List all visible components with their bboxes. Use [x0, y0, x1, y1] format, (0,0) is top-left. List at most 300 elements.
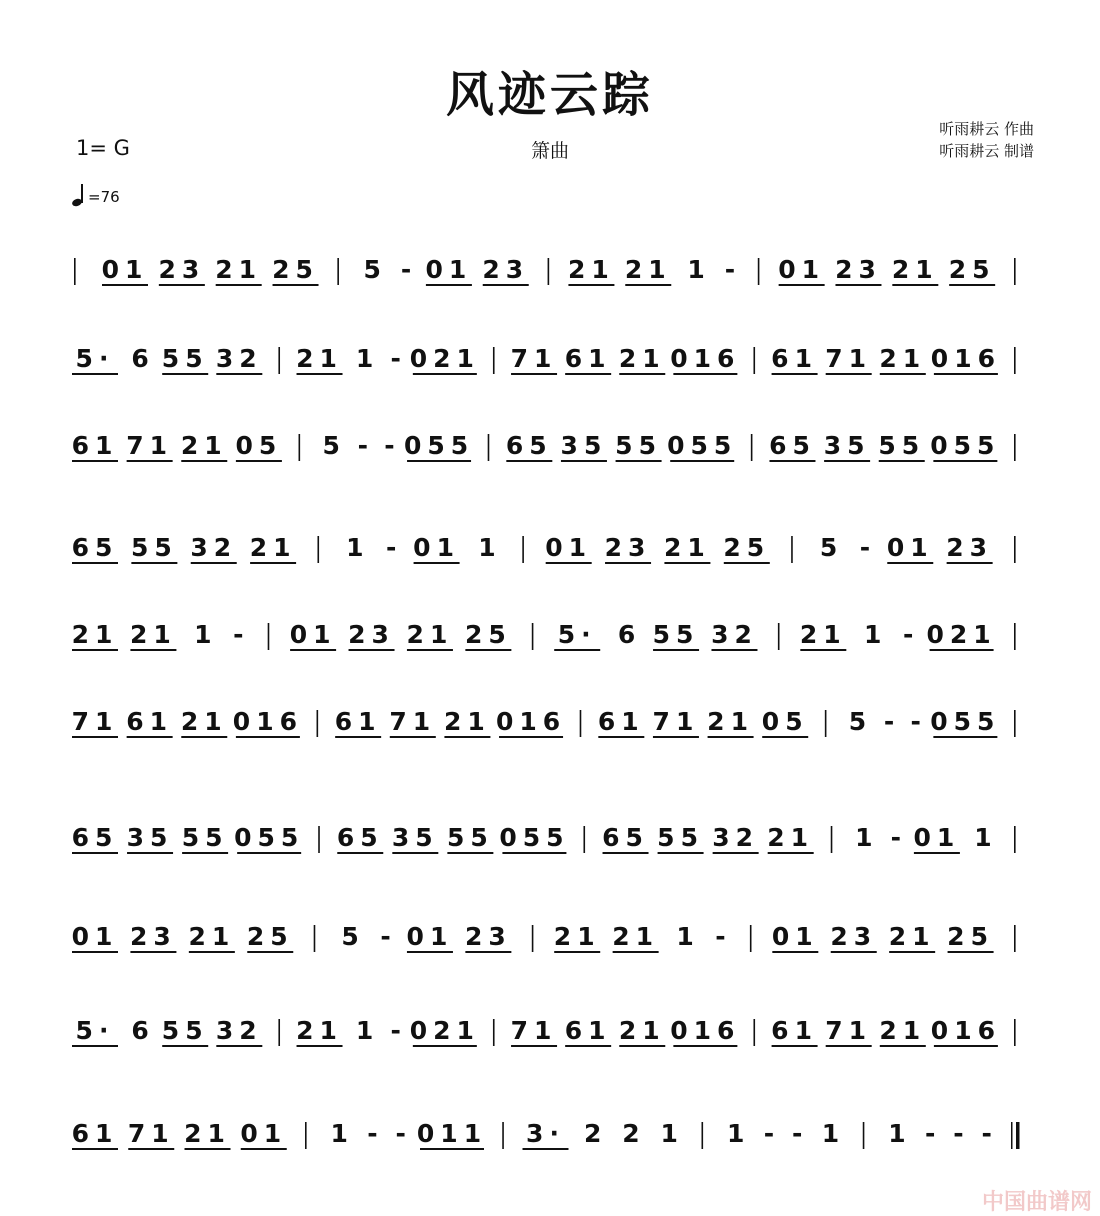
- note-group: 21: [879, 344, 927, 373]
- beam-line: [72, 649, 118, 651]
- note-group: 1: [864, 620, 882, 649]
- beam-line: [407, 460, 471, 462]
- note-group: 1: [330, 1119, 348, 1148]
- beam-line: [933, 460, 997, 462]
- beam-line: [72, 460, 118, 462]
- arranger-credit: 听雨耕云 制谱: [939, 142, 1034, 160]
- beam-line: [653, 736, 699, 738]
- note-group: 016: [930, 1016, 1001, 1045]
- note-group: 21: [249, 533, 297, 562]
- beam-line: [297, 1045, 343, 1047]
- dash-sustain: -: [910, 707, 921, 736]
- note-group: 5: [341, 922, 359, 951]
- beam-line: [413, 1045, 477, 1047]
- beam-line: [879, 460, 925, 462]
- note-group: 1: [888, 1119, 906, 1148]
- note-group: 5: [819, 533, 838, 562]
- note-group: 21: [799, 620, 847, 649]
- barline: [750, 925, 752, 952]
- dash-sustain: -: [233, 620, 244, 649]
- note-group: 05: [761, 707, 809, 736]
- beam-line: [483, 284, 529, 286]
- beam-line: [247, 951, 293, 953]
- beam-line: [605, 562, 651, 564]
- note-group: 23: [464, 922, 512, 951]
- note-group: 21: [888, 922, 936, 951]
- note-group: 5·: [75, 344, 115, 373]
- beam-line: [189, 951, 235, 953]
- note-group: 23: [946, 533, 994, 562]
- note-group: 71: [71, 707, 119, 736]
- note-group: 016: [495, 707, 567, 736]
- beam-line: [930, 649, 994, 651]
- barline: [502, 1122, 504, 1149]
- note-group: 61: [126, 707, 174, 736]
- note-group: 65: [602, 823, 649, 852]
- barline: [532, 623, 534, 650]
- beam-line: [335, 736, 381, 738]
- note-group: 35: [126, 823, 174, 852]
- dash-sustain: -: [380, 922, 391, 951]
- note-group: 35: [391, 823, 439, 852]
- barline: [1014, 826, 1016, 853]
- beam-line: [511, 1045, 557, 1047]
- beam-line: [711, 649, 757, 651]
- barline: [1014, 258, 1016, 285]
- beam-line: [130, 951, 176, 953]
- note-group: 55: [615, 431, 662, 460]
- note-group: 1: [855, 823, 873, 852]
- note-group: 21: [618, 344, 666, 373]
- note-group: 01: [101, 255, 149, 284]
- beam-line: [102, 284, 148, 286]
- note-group: 01: [545, 533, 593, 562]
- note-group: 01: [289, 620, 337, 649]
- beam-line: [772, 373, 818, 375]
- note-group: 71: [127, 1119, 175, 1148]
- note-group: 1: [478, 533, 496, 562]
- note-group: 21: [624, 255, 672, 284]
- beam-line: [934, 373, 998, 375]
- beam-line: [933, 736, 997, 738]
- beam-line: [465, 951, 511, 953]
- note-group: 1: [355, 344, 374, 373]
- beam-line: [216, 373, 262, 375]
- note-group: 021: [409, 344, 480, 373]
- dash-sustain: -: [357, 431, 368, 460]
- beam-line: [889, 951, 935, 953]
- note-group: 71: [825, 344, 873, 373]
- barline: [268, 623, 270, 650]
- note-group: 01: [71, 922, 119, 951]
- dash-sustain: -: [953, 1119, 964, 1148]
- song-title: 风迹云踪: [445, 67, 654, 123]
- instrument-label: 箫曲: [530, 140, 569, 162]
- note-group: 6: [617, 620, 636, 649]
- beam-line: [619, 1045, 665, 1047]
- beam-line: [892, 284, 938, 286]
- barline: [337, 258, 339, 285]
- beam-line: [670, 460, 734, 462]
- beam-line: [887, 562, 933, 564]
- note-group: 1: [676, 922, 694, 951]
- note-group: 71: [510, 344, 558, 373]
- barline: [488, 434, 490, 461]
- note-group: 5: [848, 707, 867, 736]
- barline: [493, 347, 495, 374]
- dash-sustain: -: [400, 255, 412, 284]
- beam-line: [561, 460, 607, 462]
- note-group: 25: [464, 620, 512, 649]
- beam-line: [413, 373, 477, 375]
- beam-line: [337, 852, 383, 854]
- beam-line: [181, 736, 227, 738]
- note-group: 6: [131, 1016, 149, 1045]
- beam-line: [420, 1148, 484, 1150]
- note-group: 6: [131, 344, 149, 373]
- barline: [751, 434, 753, 461]
- barline: [753, 347, 755, 374]
- note-group: 61: [564, 344, 612, 373]
- watermark: 中国曲谱网: [981, 1190, 1092, 1215]
- note-group: 21: [188, 922, 236, 951]
- beam-line: [948, 951, 994, 953]
- note-group: 32: [712, 823, 760, 852]
- note-group: 23: [130, 922, 177, 951]
- note-group: 01: [406, 922, 454, 951]
- beam-line: [236, 736, 300, 738]
- beam-line: [779, 284, 825, 286]
- note-group: 5: [322, 431, 340, 460]
- final-barline: [1016, 1122, 1020, 1149]
- note-group: 055: [403, 431, 475, 460]
- note-group: 25: [246, 922, 294, 951]
- beam-line: [502, 852, 566, 854]
- beam-line: [880, 1045, 926, 1047]
- barline: [702, 1122, 704, 1149]
- note-group: 21: [296, 344, 343, 373]
- beam-line: [72, 373, 118, 375]
- barline: [1014, 434, 1016, 461]
- note-group: 055: [930, 707, 1001, 736]
- note-group: 32: [190, 533, 238, 562]
- dash-sustain: -: [763, 1119, 775, 1148]
- beam-line: [162, 373, 208, 375]
- note-group: 01: [913, 823, 961, 852]
- beam-line: [880, 373, 926, 375]
- note-group: 23: [482, 255, 530, 284]
- note-group: 21: [879, 1016, 927, 1045]
- note-group: 25: [272, 255, 319, 284]
- barline: [778, 623, 780, 650]
- note-group: 55: [652, 620, 700, 649]
- beam-line: [772, 1045, 818, 1047]
- beam-line: [949, 284, 995, 286]
- note-group: 23: [158, 255, 206, 284]
- note-group: 01: [886, 533, 934, 562]
- note-group: 71: [652, 707, 700, 736]
- note-group: 61: [71, 1119, 119, 1148]
- barline: [1014, 1019, 1016, 1046]
- beam-line: [658, 852, 704, 854]
- note-group: 61: [771, 1016, 818, 1045]
- barline: [583, 826, 585, 853]
- beam-line: [947, 562, 993, 564]
- note-group: 3·: [526, 1119, 565, 1148]
- tempo-value: =76: [88, 188, 120, 206]
- barline: [305, 1122, 307, 1149]
- beam-line: [653, 649, 699, 651]
- dash-sustain: -: [883, 707, 895, 736]
- note-group: 71: [825, 1016, 873, 1045]
- beam-line: [159, 284, 205, 286]
- barline: [758, 258, 760, 285]
- note-group: 55: [657, 823, 704, 852]
- note-group: 5·: [75, 1016, 115, 1045]
- barline: [831, 826, 833, 853]
- beam-line: [568, 284, 614, 286]
- beam-line: [444, 736, 490, 738]
- beam-line: [407, 951, 453, 953]
- beam-line: [613, 951, 659, 953]
- beam-line: [414, 562, 460, 564]
- note-group: 016: [930, 344, 1001, 373]
- note-group: 01: [425, 255, 473, 284]
- note-group: 01: [240, 1119, 288, 1148]
- beam-line: [724, 562, 770, 564]
- beam-line: [216, 1045, 262, 1047]
- barline: [791, 536, 793, 563]
- dash-sustain: -: [367, 1119, 378, 1148]
- barline: [318, 826, 320, 853]
- note-group: 65: [336, 823, 384, 852]
- note-group: 61: [334, 707, 382, 736]
- beam-line: [236, 460, 282, 462]
- beam-line: [390, 736, 436, 738]
- note-group: 01: [771, 922, 819, 951]
- note-group: 21: [215, 255, 263, 284]
- note-group: 21: [618, 1016, 666, 1045]
- dash-sustain: -: [724, 255, 736, 284]
- note-group: 1: [687, 255, 705, 284]
- beam-line: [826, 373, 872, 375]
- beam-line: [616, 460, 662, 462]
- note-group: 21: [767, 823, 815, 852]
- beam-line: [625, 284, 671, 286]
- note-group: 1: [194, 620, 212, 649]
- barline: [580, 710, 582, 737]
- beam-line: [511, 373, 557, 375]
- note-group: 32: [711, 620, 758, 649]
- dash-sustain: -: [925, 1119, 936, 1148]
- note-group: 23: [835, 255, 882, 284]
- beam-line: [128, 1148, 174, 1150]
- barline: [493, 1019, 495, 1046]
- beam-line: [447, 852, 493, 854]
- barline: [1014, 925, 1016, 952]
- composer-credit: 听雨耕云 作曲: [939, 120, 1034, 138]
- note-group: 016: [232, 707, 303, 736]
- note-group: 32: [215, 1016, 263, 1045]
- note-group: 35: [823, 431, 871, 460]
- dash-sustain: -: [390, 1016, 401, 1045]
- beam-line: [130, 649, 176, 651]
- beam-line: [499, 736, 563, 738]
- beam-line: [297, 373, 343, 375]
- note-group: 011: [416, 1119, 488, 1148]
- note-group: 021: [926, 620, 997, 649]
- note-group: 61: [771, 344, 818, 373]
- beam-line: [762, 736, 808, 738]
- beam-line: [554, 951, 600, 953]
- note-group: 5·: [557, 620, 597, 649]
- beam-line: [565, 1045, 611, 1047]
- barline: [548, 258, 550, 285]
- beam-line: [713, 852, 759, 854]
- dash-sustain: -: [792, 1119, 803, 1148]
- note-group: 71: [389, 707, 437, 736]
- beam-line: [72, 951, 118, 953]
- note-group: 2: [584, 1119, 602, 1148]
- note-group: 71: [126, 431, 174, 460]
- beam-line: [506, 460, 552, 462]
- note-group: 61: [597, 707, 645, 736]
- note-group: 021: [409, 1016, 480, 1045]
- note-group: 21: [184, 1119, 231, 1148]
- barline: [825, 710, 827, 737]
- note-group: 1: [821, 1119, 840, 1148]
- beam-line: [185, 1148, 231, 1150]
- note-group: 25: [948, 255, 996, 284]
- dash-sustain: -: [386, 533, 397, 562]
- dash-sustain: -: [902, 620, 914, 649]
- note-group: 55: [161, 344, 209, 373]
- beam-line: [181, 460, 227, 462]
- beam-line: [72, 1148, 118, 1150]
- note-group: 65: [769, 431, 816, 460]
- beam-line: [290, 649, 336, 651]
- barline: [278, 347, 280, 374]
- dash-sustain: -: [395, 1119, 406, 1148]
- beam-line: [273, 284, 319, 286]
- note-group: 2: [622, 1119, 640, 1148]
- note-group: 1: [974, 823, 992, 852]
- beam-line: [216, 284, 262, 286]
- beam-line: [465, 649, 511, 651]
- note-group: 21: [891, 255, 939, 284]
- beam-line: [831, 951, 877, 953]
- note-group: 23: [830, 922, 878, 951]
- dash-sustain: -: [384, 431, 395, 460]
- barline: [1014, 536, 1016, 563]
- note-group: 35: [560, 431, 608, 460]
- note-group: 21: [612, 922, 660, 951]
- note-group: 32: [215, 344, 263, 373]
- barline: [317, 710, 319, 737]
- note-group: 61: [71, 431, 119, 460]
- note-group: 1: [346, 533, 364, 562]
- note-group: 1: [660, 1119, 678, 1148]
- note-group: 61: [564, 1016, 612, 1045]
- note-group: 21: [180, 431, 228, 460]
- note-group: 55: [130, 533, 178, 562]
- beam-line: [835, 284, 881, 286]
- beam-line: [603, 852, 649, 854]
- note-group: 055: [667, 431, 738, 460]
- note-group: 01: [778, 255, 826, 284]
- beam-line: [546, 562, 592, 564]
- beam-line: [565, 373, 611, 375]
- note-group: 016: [670, 344, 741, 373]
- beam-line: [127, 460, 173, 462]
- note-group: 23: [348, 620, 395, 649]
- barline: [1014, 710, 1016, 737]
- beam-line: [523, 1148, 569, 1150]
- note-group: 21: [553, 922, 601, 951]
- note-group: 21: [664, 533, 711, 562]
- beam-line: [131, 562, 177, 564]
- beam-line: [182, 852, 228, 854]
- beam-line: [72, 562, 118, 564]
- note-group: 1: [355, 1016, 374, 1045]
- note-group: 21: [707, 707, 754, 736]
- note-group: 25: [947, 922, 994, 951]
- beam-line: [250, 562, 296, 564]
- final-barline: [1011, 1122, 1013, 1149]
- beam-line: [619, 373, 665, 375]
- barline: [522, 536, 524, 563]
- note-group: 21: [130, 620, 177, 649]
- note-group: 21: [444, 707, 491, 736]
- note-group: 55: [181, 823, 229, 852]
- beam-line: [914, 852, 960, 854]
- note-group: 55: [446, 823, 494, 852]
- barline: [532, 925, 534, 952]
- beam-line: [72, 1045, 118, 1047]
- note-group: 055: [499, 823, 570, 852]
- beam-line: [72, 852, 118, 854]
- dash-sustain: -: [859, 533, 871, 562]
- note-group: 21: [568, 255, 615, 284]
- barline: [753, 1019, 755, 1046]
- beam-line: [237, 852, 301, 854]
- dash-sustain: -: [715, 922, 726, 951]
- beam-line: [934, 1045, 998, 1047]
- beam-line: [673, 1045, 737, 1047]
- beam-line: [800, 649, 846, 651]
- barline: [299, 434, 301, 461]
- note-group: 21: [71, 620, 119, 649]
- note-group: 21: [180, 707, 228, 736]
- beam-line: [191, 562, 237, 564]
- beam-line: [127, 736, 173, 738]
- note-group: 65: [505, 431, 553, 460]
- beam-line: [392, 852, 438, 854]
- barline: [863, 1122, 865, 1149]
- note-group: 01: [413, 533, 460, 562]
- note-group: 65: [71, 823, 119, 852]
- beam-line: [241, 1148, 287, 1150]
- beam-line: [426, 284, 472, 286]
- beam-line: [162, 1045, 208, 1047]
- note-group: 55: [161, 1016, 209, 1045]
- note-group: 25: [723, 533, 771, 562]
- beam-line: [598, 736, 644, 738]
- dash-sustain: -: [390, 344, 401, 373]
- barline: [1014, 623, 1016, 650]
- barline: [314, 925, 316, 952]
- note-group: 21: [406, 620, 454, 649]
